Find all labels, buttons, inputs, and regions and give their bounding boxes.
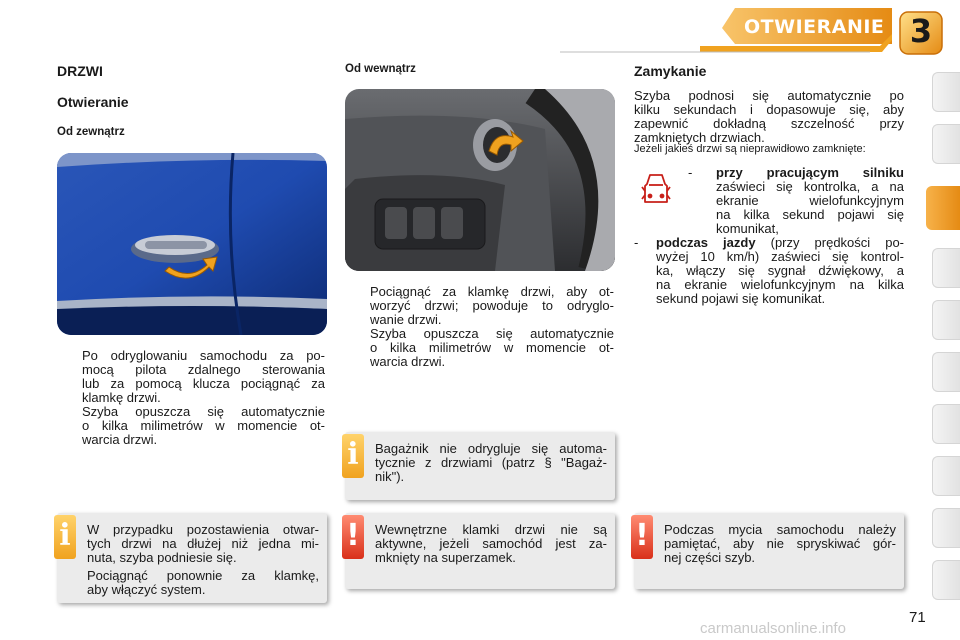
chapter-number: 3: [909, 12, 933, 50]
item-dash: -: [634, 235, 639, 250]
chapter-tab-2[interactable]: [932, 124, 960, 164]
middle-paragraph-1: Pociągnąć za klamkę drzwi, aby ot- worzyć drzwi; powoduje to odryglo- wanie drzwi.: [370, 284, 614, 327]
handles-warning-box: Wewnętrzne klamki drzwi nie są aktywne, jeżeli samochód jest za- mknięty na superzamek.: [345, 513, 615, 589]
trunk-info-box: Bagażnik nie odrygluje się automa- tycznie z drzwiami (patrz § "Bagaż- nik").: [345, 432, 615, 500]
middle-paragraph-2: Szyba opuszcza się automatycznie o kilka milimetrów w momencie ot- warcia drzwi.: [370, 326, 614, 369]
closing-item-engine: przy pracującym silniku zaświeci się kontrolka, a na ekranie wielofunkcyjnym na kilka sekund pojawi się komunikat,: [716, 165, 904, 236]
closing-title: Zamykanie: [634, 63, 707, 79]
chapter-tab-3[interactable]: [926, 186, 960, 230]
left-paragraph-2: Szyba opuszcza się automatycznie o kilka milimetrów w momencie ot- warcia drzwi.: [82, 404, 325, 447]
chapter-tab-5[interactable]: [932, 300, 960, 340]
chapter-tab-10[interactable]: [932, 560, 960, 600]
door-open-warning-icon: [640, 172, 672, 208]
chapter-title: OTWIERANIE: [744, 16, 885, 38]
page-number: 71: [909, 609, 926, 626]
subheading-outside: Od zewnątrz: [57, 126, 125, 138]
chapter-tab-4[interactable]: [932, 248, 960, 288]
chapter-tab-8[interactable]: [932, 456, 960, 496]
right-paragraph-2: Jeżeli jakieś drzwi są nieprawidłowo zamknięte:: [634, 143, 866, 155]
subsection-title: Otwieranie: [57, 94, 129, 110]
right-paragraph-1: Szyba podnosi się automatycznie po kilku sekundach i dopasowuje się, aby zapewnić dokładną szczelność przy zamkniętych drzwiach.: [634, 88, 904, 145]
info-icon: i: [342, 434, 364, 478]
item-dash: -: [688, 165, 693, 180]
warning-icon: !: [631, 515, 653, 559]
chapter-tabs: [926, 68, 960, 608]
watermark: carmanualsonline.info: [700, 620, 846, 637]
window-info-box: W przypadku pozostawienia otwar- tych drzwi na dłużej niż jedna mi- nuta, szyba podniesie się. Pociągnąć ponownie za klamkę, aby włączyć system.: [57, 513, 327, 603]
left-paragraph-1: Po odryglowaniu samochodu za po- mocą pilota zdalnego sterowania lub za pomocą klucza pociągnąć za klamkę drzwi.: [82, 348, 325, 405]
warning-icon: !: [342, 515, 364, 559]
section-title: DRZWI: [57, 63, 103, 79]
door-interior-photo: [345, 89, 615, 271]
info-icon: i: [54, 515, 76, 559]
chapter-tab-7[interactable]: [932, 404, 960, 444]
chapter-tab-1[interactable]: [932, 72, 960, 112]
chapter-tab-9[interactable]: [932, 508, 960, 548]
chapter-tab-6[interactable]: [932, 352, 960, 392]
door-exterior-photo: [57, 153, 327, 335]
subheading-inside: Od wewnątrz: [345, 63, 416, 75]
wash-warning-box: Podczas mycia samochodu należy pamiętać, aby nie spryskiwać gór- nej części szyb.: [634, 513, 904, 589]
closing-item-driving: podczas jazdy (przy prędkości po- wyżej 10 km/h) zaświeci się kontrol- ka, włączy się sygnał dźwiękowy, a na ekranie wielofunkcyjnym na kilka sekund pojawi się komunikat.: [656, 235, 905, 306]
